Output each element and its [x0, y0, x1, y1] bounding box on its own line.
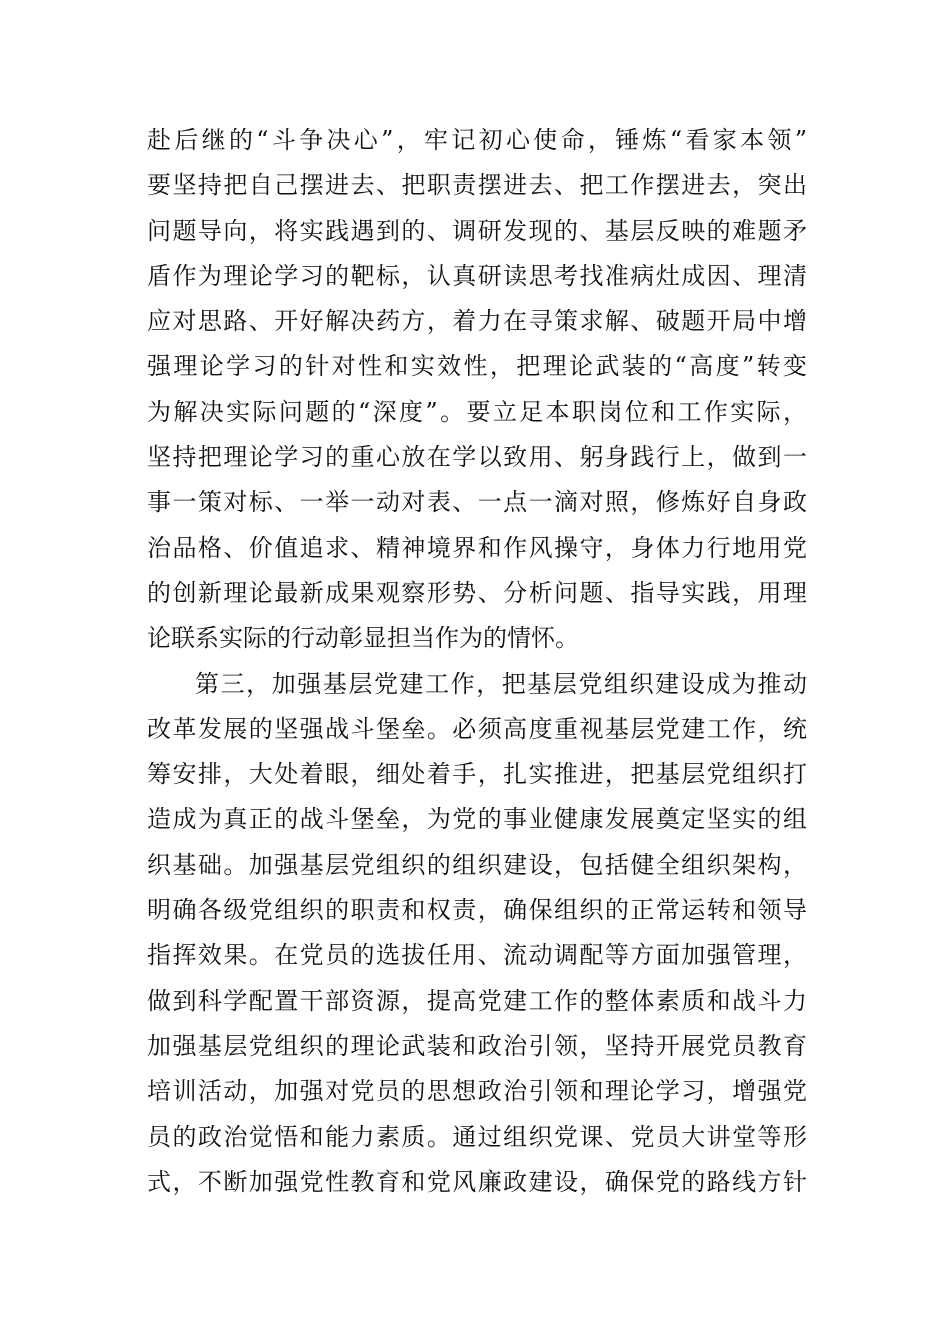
- text-line: 加强基层党组织的理论武装和政治引领，坚持开展党员教育: [147, 1031, 807, 1060]
- text-line: 强理论学习的针对性和实效性，把理论武装的“高度”转变: [147, 352, 807, 381]
- text-line: 员的政治觉悟和能力素质。通过组织党课、党员大讲堂等形: [147, 1122, 807, 1151]
- text-line: 论联系实际的行动彰显担当作为的情怀。: [147, 624, 579, 653]
- text-line: 事一策对标、一举一动对表、一点一滴对照，修炼好自身政: [147, 488, 807, 517]
- text-line: 式，不断加强党性教育和党风廉政建设，确保党的路线方针: [147, 1167, 807, 1196]
- text-line: 赴后继的“斗争决心”，牢记初心使命，锤炼“看家本领”: [147, 126, 807, 154]
- text-line: 造成为真正的战斗堡垒，为党的事业健康发展奠定坚实的组: [147, 805, 807, 834]
- text-line: 第三，加强基层党建工作，把基层党组织建设成为推动: [195, 669, 807, 698]
- text-line: 做到科学配置干部资源，提高党建工作的整体素质和战斗力: [147, 986, 807, 1015]
- document-body: [147, 118, 807, 1205]
- text-line: 盾作为理论学习的靶标，认真研读思考找准病灶成因、理清: [147, 261, 807, 290]
- text-line: 培训活动，加强对党员的思想政治引领和理论学习，增强党: [147, 1077, 807, 1106]
- paragraph-2: [147, 662, 807, 1206]
- text-line: 问题导向，将实践遇到的、调研发现的、基层反映的难题矛: [147, 216, 807, 245]
- paragraph-1: [147, 118, 807, 662]
- text-line: 织基础。加强基层党组织的组织建设，包括健全组织架构，: [147, 850, 807, 879]
- text-line: 明确各级党组织的职责和权责，确保组织的正常运转和领导: [147, 896, 807, 925]
- text-line: 筹安排，大处着眼，细处着手，扎实推进，把基层党组织打: [147, 760, 807, 789]
- text-line: 指挥效果。在党员的选拔任用、流动调配等方面加强管理，: [147, 941, 807, 970]
- text-line: 要坚持把自己摆进去、把职责摆进去、把工作摆进去，突出: [147, 171, 807, 200]
- text-line: 应对思路、开好解决药方，着力在寻策求解、破题开局中增: [147, 307, 807, 336]
- text-line: 治品格、价值追求、精神境界和作风操守，身体力行地用党: [147, 533, 807, 562]
- text-line: 坚持把理论学习的重心放在学以致用、躬身践行上，做到一: [147, 443, 807, 472]
- text-line: 的创新理论最新成果观察形势、分析问题、指导实践，用理: [147, 578, 807, 607]
- text-line: 为解决实际问题的“深度”。要立足本职岗位和工作实际，: [147, 397, 807, 426]
- text-line: 改革发展的坚强战斗堡垒。必须高度重视基层党建工作，统: [147, 714, 807, 743]
